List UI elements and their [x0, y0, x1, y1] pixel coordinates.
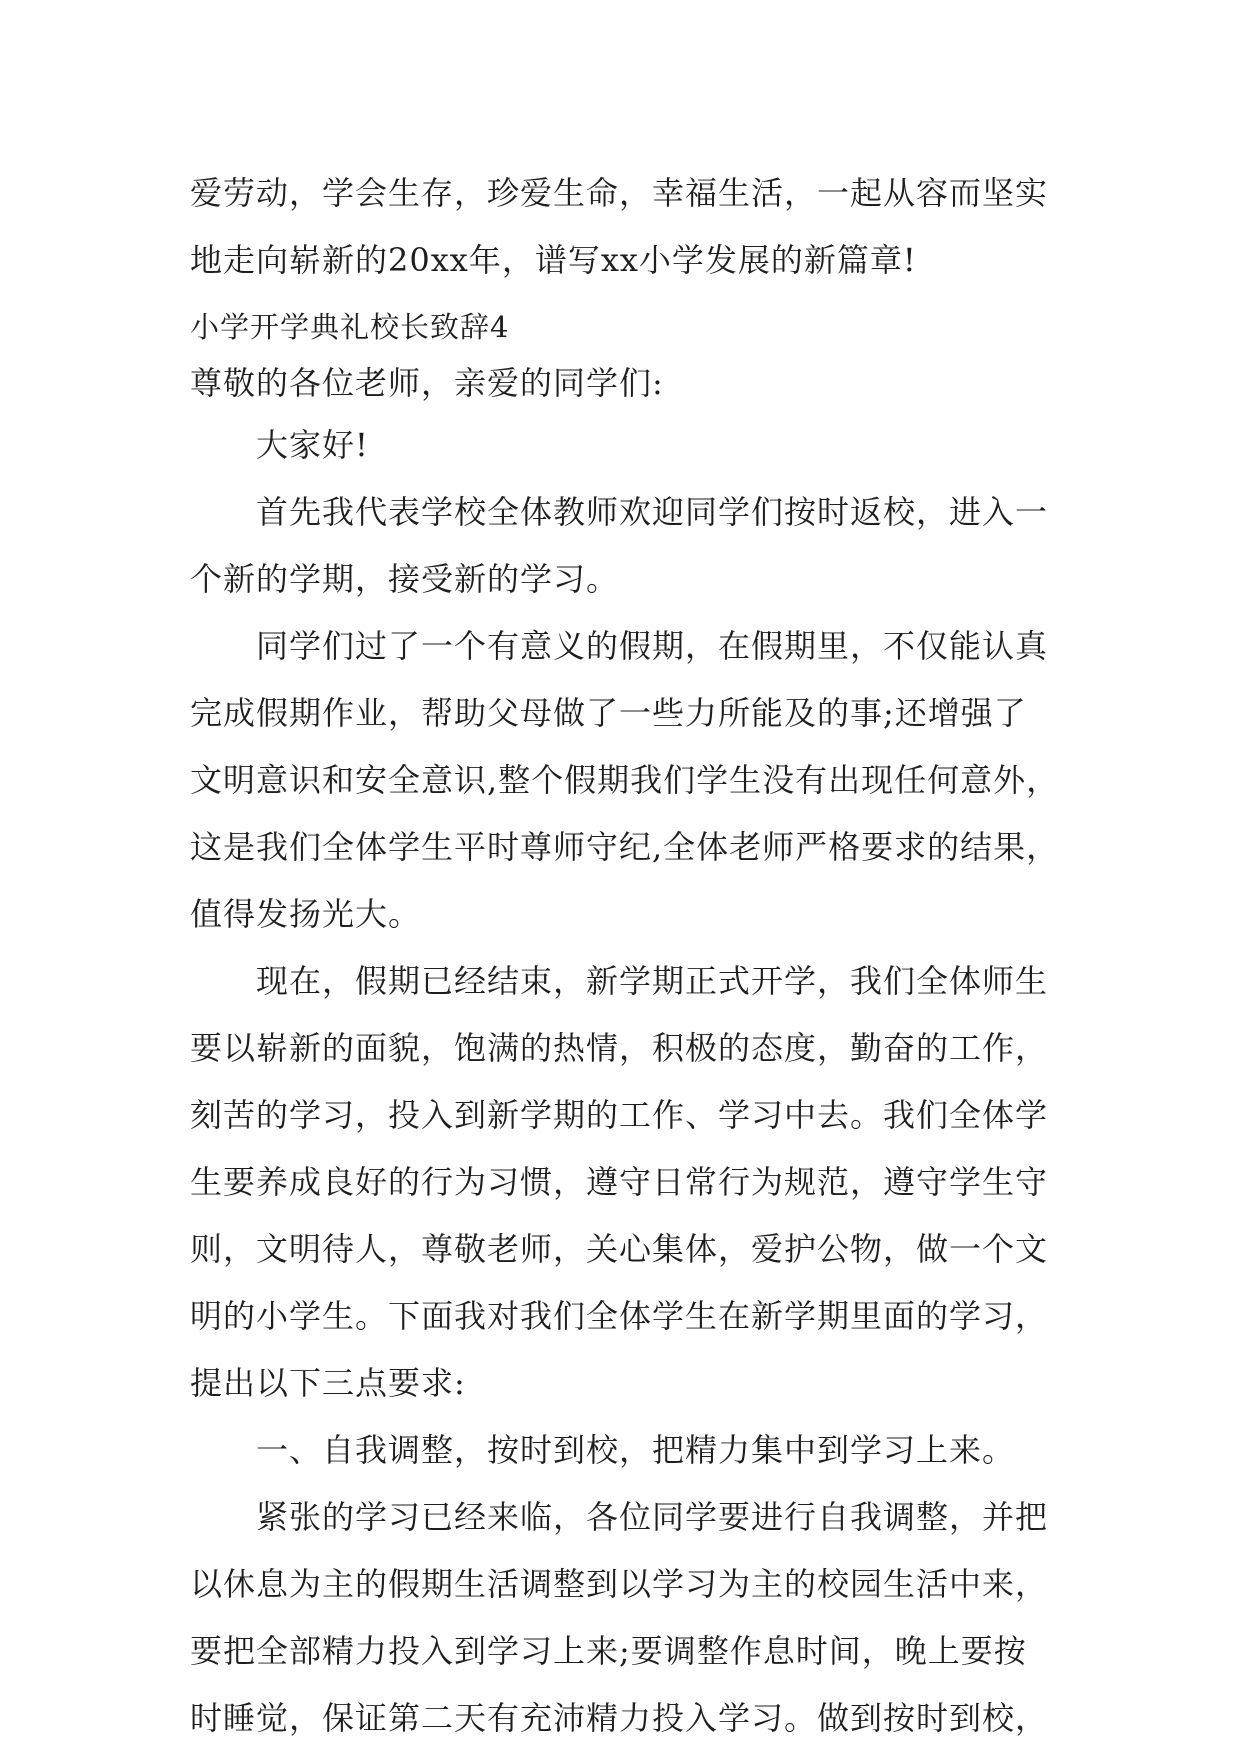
text-line: 个新的学期，接受新的学习。 — [190, 560, 620, 598]
text-line: 要把全部精力投入到学习上来;要调整作息时间，晚上要按 — [190, 1632, 1027, 1670]
text-line: 同学们过了一个有意义的假期，在假期里，不仅能认真 — [256, 627, 1049, 665]
greeting: 大家好! — [256, 426, 369, 464]
text-line: 紧张的学习已经来临，各位同学要进行自我调整，并把 — [256, 1498, 1049, 1536]
text-line: 现在，假期已经结束，新学期正式开学，我们全体师生 — [256, 962, 1049, 1000]
text-line: 生要养成良好的行为习惯，遵守日常行为规范，遵守学生守 — [190, 1163, 1049, 1201]
text-line: 一、自我调整，按时到校，把精力集中到学习上来。 — [256, 1431, 1016, 1469]
text-line: 提出以下三点要求: — [190, 1364, 466, 1402]
text-line: 刻苦的学习，投入到新学期的工作、学习中去。我们全体学 — [190, 1096, 1049, 1134]
text-line: 明的小学生。下面我对我们全体学生在新学期里面的学习， — [190, 1297, 1049, 1335]
section-title: 小学开学典礼校长致辞4 — [190, 310, 510, 344]
text-line: 完成假期作业，帮助父母做了一些力所能及的事;还增强了 — [190, 694, 1027, 732]
document-body — [190, 164, 1070, 1756]
text-line: 首先我代表学校全体教师欢迎同学们按时返校，进入一 — [256, 493, 1049, 531]
text-line: 时睡觉，保证第二天有充沛精力投入学习。做到按时到校， — [190, 1699, 1049, 1737]
text-line: 则，文明待人，尊敬老师，关心集体，爱护公物，做一个文 — [190, 1230, 1049, 1268]
text-line: 以休息为主的假期生活调整到以学习为主的校园生活中来， — [190, 1565, 1049, 1603]
text-line: 爱劳动，学会生存，珍爱生命，幸福生活，一起从容而坚实 — [190, 174, 1049, 212]
text-line: 要以崭新的面貌，饱满的热情，积极的态度，勤奋的工作， — [190, 1029, 1049, 1067]
text-line: 地走向崭新的20xx年，谱写xx小学发展的新篇章! — [190, 241, 917, 279]
salutation: 尊敬的各位老师，亲爱的同学们: — [190, 364, 664, 402]
text-line: 这是我们全体学生平时尊师守纪,全体老师严格要求的结果， — [190, 828, 1060, 866]
text-line: 文明意识和安全意识,整个假期我们学生没有出现任何意外， — [190, 761, 1060, 799]
text-line: 值得发扬光大。 — [190, 895, 422, 933]
